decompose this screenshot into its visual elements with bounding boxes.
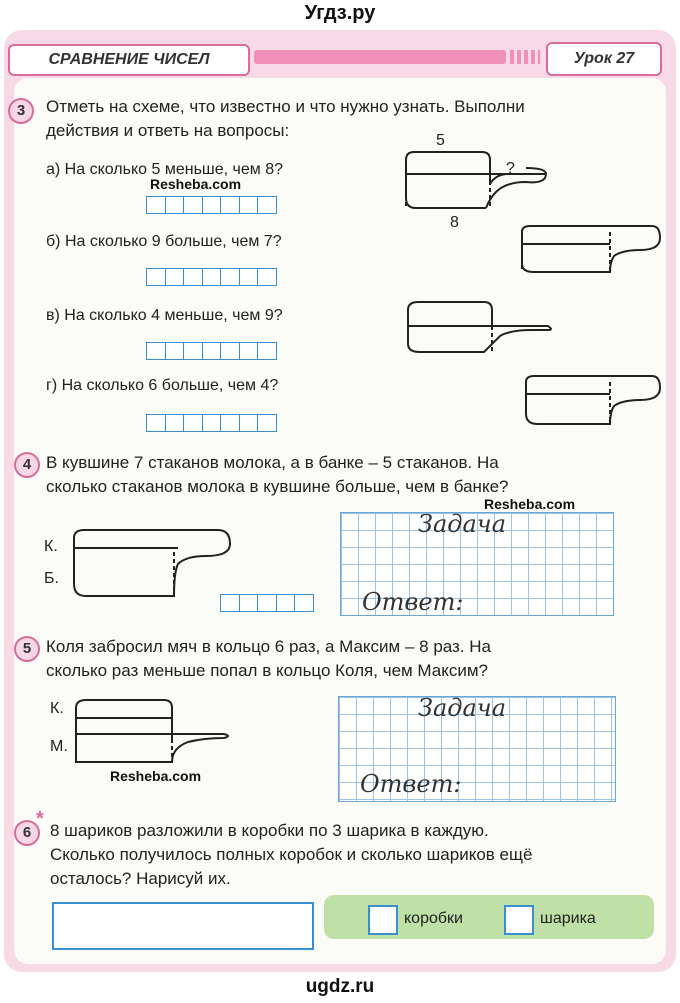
diagram-3c [400, 296, 560, 362]
balls-count-cell[interactable] [504, 905, 534, 935]
task5-row-m: М. [50, 738, 68, 755]
task-number-5: 5 [14, 636, 40, 662]
task4-row-k: К. [44, 538, 58, 555]
task4-text-line2: сколько стаканов молока в кувшине больше, чем в банке? [46, 477, 509, 496]
task5-solution-label: Задача [418, 694, 507, 722]
boxes-label: коробки [404, 910, 463, 927]
task3a-question: а) На сколько 5 меньше, чем 8? [46, 161, 284, 178]
header-strip [254, 50, 506, 64]
task5-text-line1: Коля забросил мяч в кольцо 6 раз, а Максим – 8 раз. На [46, 637, 492, 656]
diagram-3d [514, 368, 664, 438]
task5-text-line2: сколько раз меньше попал в кольцо Коля, чем Максим? [46, 661, 489, 680]
task4-text-line1: В кувшине 7 стаканов молока, а в банке – 5 стаканов. На [46, 453, 499, 472]
watermark-bottom: ugdz.ru [305, 976, 375, 997]
task4-answer-label: Ответ: [362, 588, 464, 616]
drawing-box[interactable] [52, 902, 314, 950]
answer-cells-3a[interactable] [146, 196, 276, 214]
task6-text-line2: Сколько получилось полных коробок и сколько шариков ещё [50, 845, 533, 864]
task4-row-b: Б. [44, 570, 59, 587]
task5-row-k: К. [50, 700, 64, 717]
task-number-6: 6 [14, 820, 40, 846]
answer-cells-3d[interactable] [146, 414, 276, 432]
task6-text-line3: осталось? Нарисуй их. [50, 869, 231, 888]
task6-star: * [36, 808, 44, 830]
credit-watermark-2: Resheba.com [484, 496, 576, 512]
task3d-question: г) На сколько 6 больше, чем 4? [46, 377, 279, 394]
diagram-4 [66, 522, 242, 604]
topic-title: СРАВНЕНИЕ ЧИСЕЛ [8, 44, 250, 76]
task5-answer-label: Ответ: [360, 770, 462, 798]
answer-cells-3b[interactable] [146, 268, 276, 286]
watermark-top: Угдз.ру [304, 2, 376, 24]
diagram-3a-bottom: 8 [450, 214, 459, 231]
task4-solution-label: Задача [418, 510, 507, 538]
task6-text-line1: 8 шариков разложили в коробки по 3 шарика в каждую. [50, 821, 489, 840]
task-number-4: 4 [14, 452, 40, 478]
diagram-3b [514, 218, 664, 288]
answer-cells-4[interactable] [220, 594, 313, 612]
credit-watermark-3: Resheba.com [110, 768, 202, 784]
diagram-5 [68, 694, 238, 774]
task3b-question: б) На сколько 9 больше, чем 7? [46, 233, 282, 250]
boxes-count-cell[interactable] [368, 905, 398, 935]
task3-text-line1: Отметь на схеме, что известно и что нужно узнать. Выполни [46, 97, 525, 116]
answer-cells-3c[interactable] [146, 342, 276, 360]
diagram-3a-top: 5 [436, 132, 445, 149]
lesson-number: Урок 27 [546, 42, 662, 76]
task-number-3: 3 [8, 98, 34, 124]
task3c-question: в) На сколько 4 меньше, чем 9? [46, 307, 283, 324]
diagram-3a-question: ? [506, 160, 515, 177]
balls-label: шарика [540, 910, 596, 927]
header-strip-dashes [510, 50, 540, 64]
credit-watermark: Resheba.com [150, 176, 242, 192]
task3-text-line2: действия и ответь на вопросы: [46, 121, 290, 140]
